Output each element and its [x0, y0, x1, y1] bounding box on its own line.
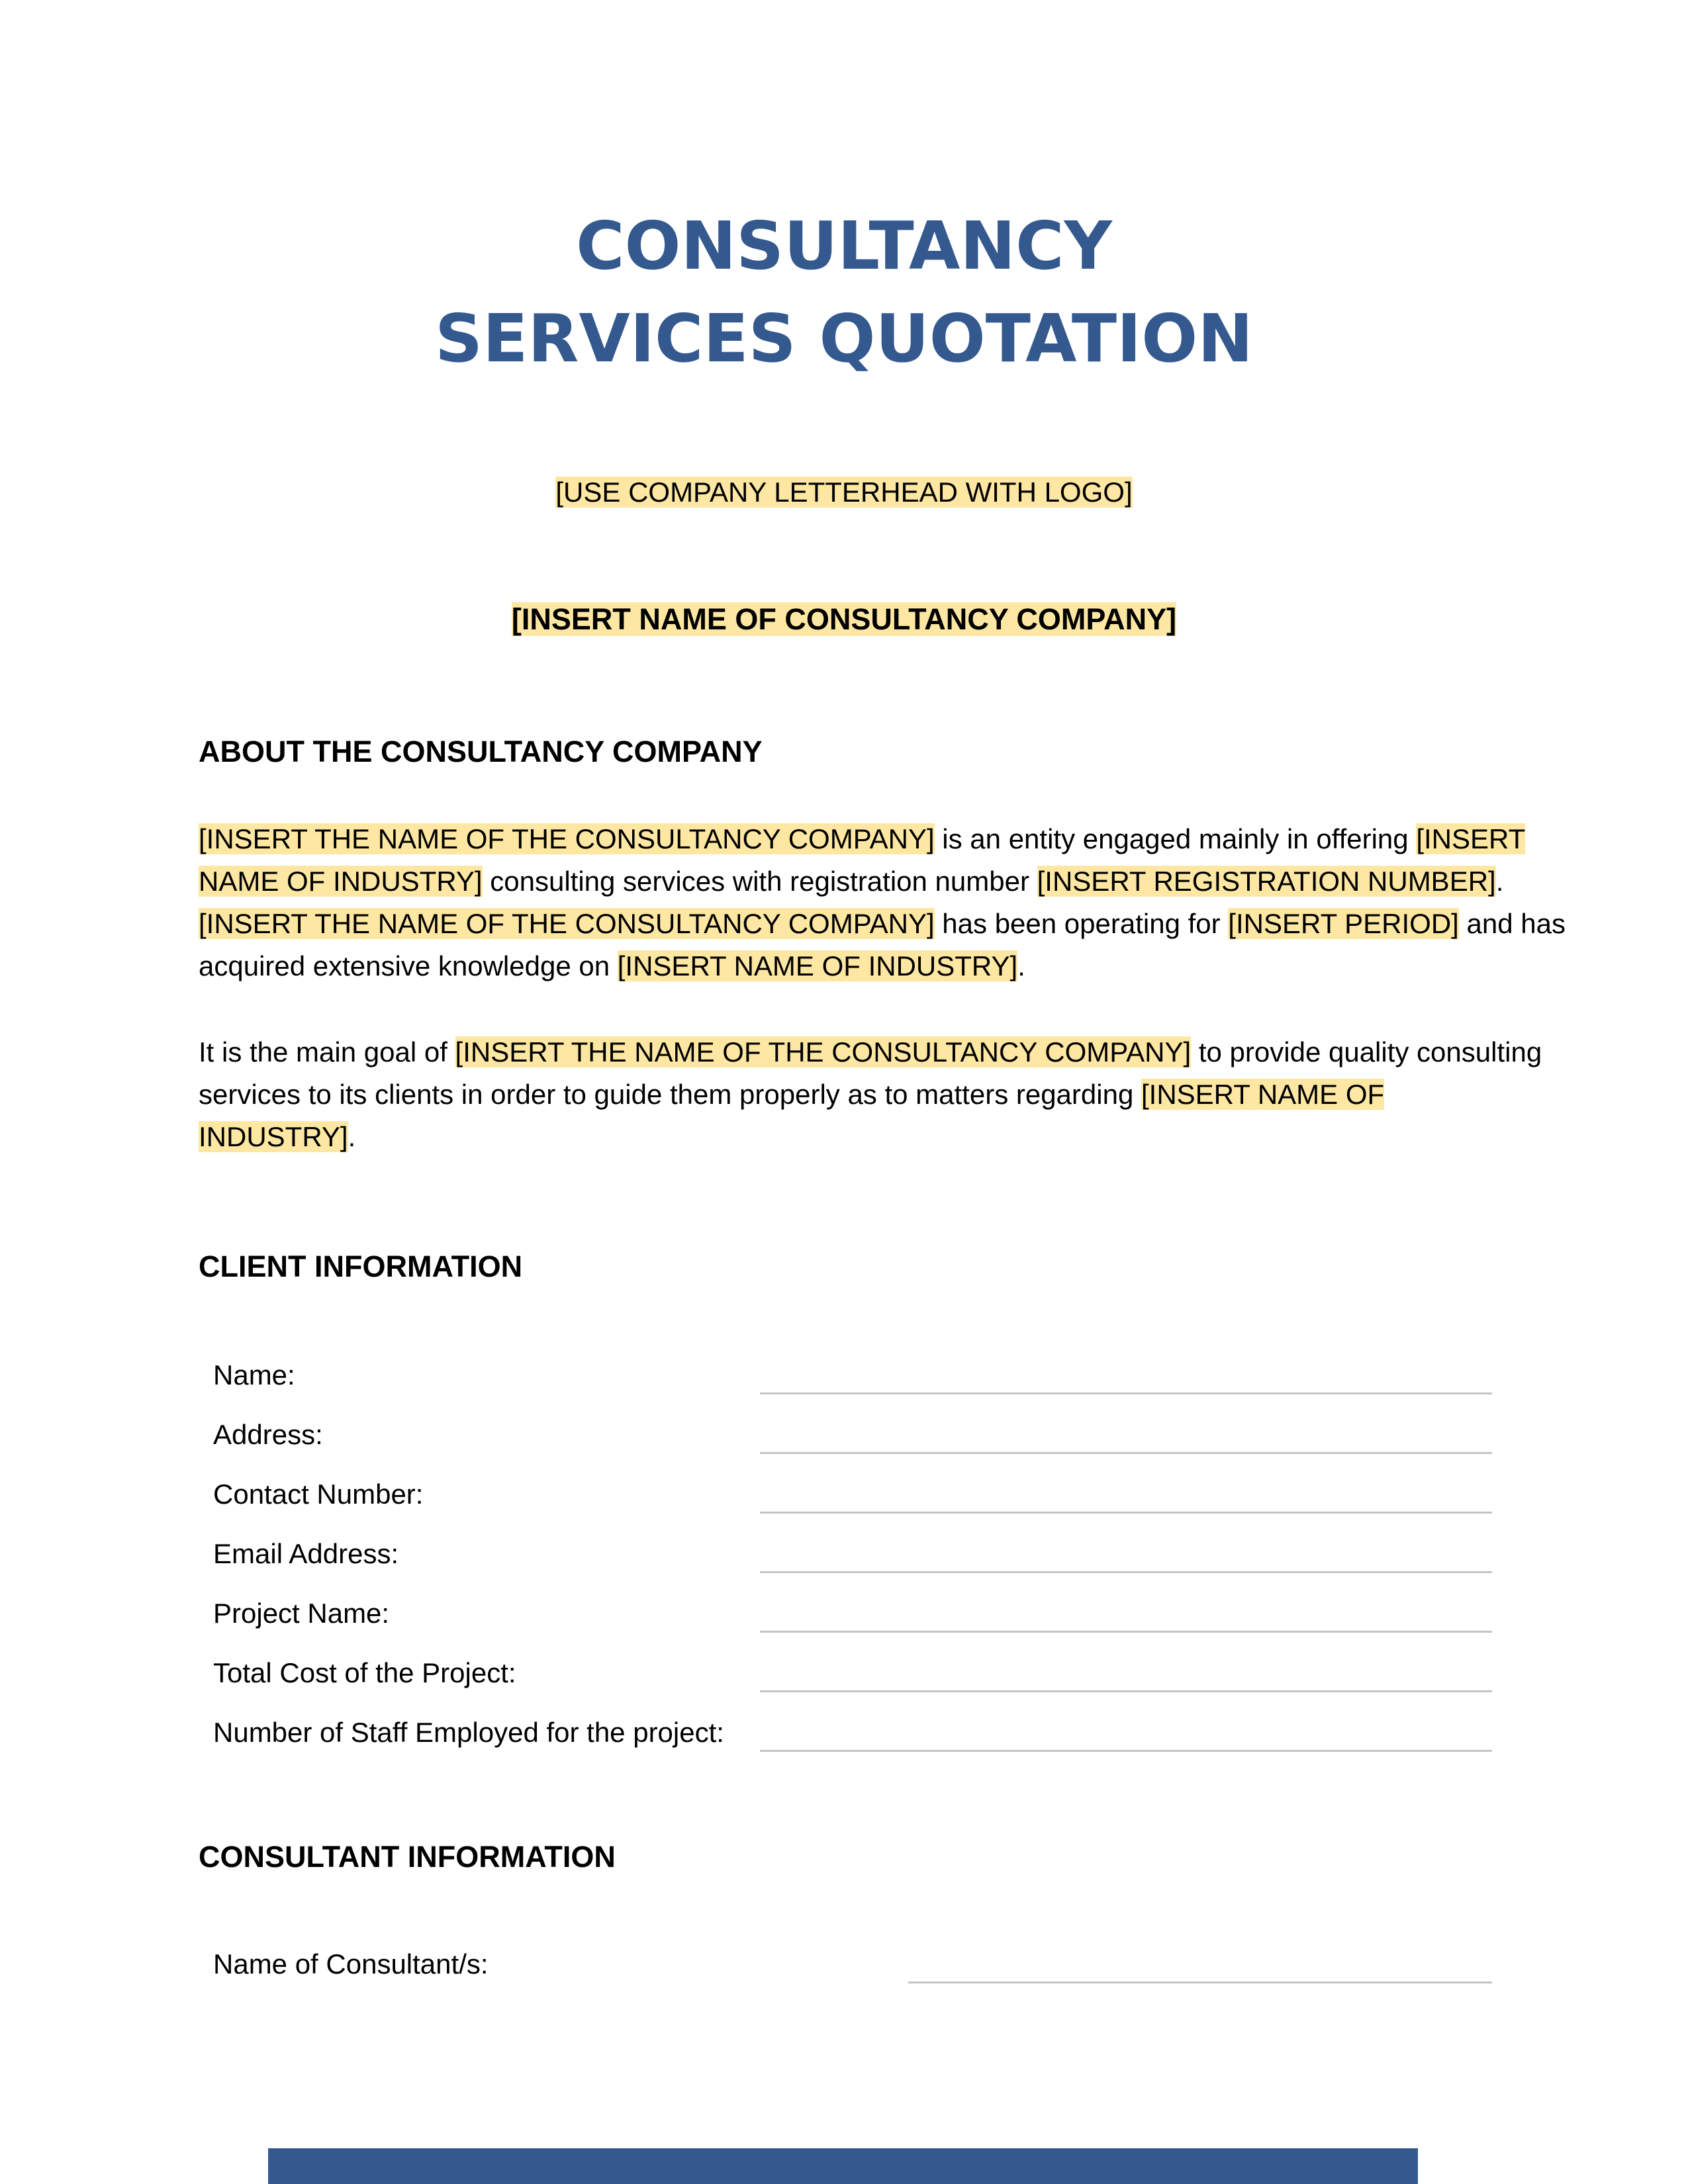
paragraph-line: [199, 945, 1496, 987]
client-field-contact-label: Contact Number:: [213, 1479, 424, 1510]
footer-bar: [268, 2148, 1418, 2184]
client-field-address-label: Address:: [213, 1419, 323, 1450]
client-field-name-line[interactable]: [760, 1392, 1492, 1394]
placeholder: NAME OF INDUSTRY]: [199, 866, 483, 897]
paragraph-line: [199, 903, 1566, 945]
text: consulting services with registration number: [482, 866, 1037, 897]
consultant-field-name-line[interactable]: [908, 1981, 1492, 1983]
consultant-field-name-label: Name of Consultant/s:: [213, 1948, 489, 1979]
paragraph-line: [199, 1073, 1496, 1116]
text: .: [348, 1121, 356, 1152]
placeholder: [INSERT NAME OF: [1141, 1079, 1385, 1110]
company-name-row: [0, 601, 1688, 638]
paragraph-line: [199, 1031, 1542, 1073]
placeholder: [INSERT REGISTRATION NUMBER]: [1037, 866, 1496, 897]
paragraph-line: [199, 860, 1504, 903]
text: has been operating for: [934, 908, 1229, 939]
client-field-total-cost-label: Total Cost of the Project:: [213, 1657, 516, 1688]
client-field-project-name-label: Project Name:: [213, 1598, 390, 1629]
text: .: [1017, 950, 1025, 981]
client-heading: CLIENT INFORMATION: [199, 1250, 523, 1283]
placeholder: [INSERT THE NAME OF THE CONSULTANCY COMPANY]: [455, 1036, 1192, 1068]
client-field-email-label: Email Address:: [213, 1538, 399, 1569]
client-field-email-line[interactable]: [760, 1571, 1492, 1573]
about-paragraph-1: [199, 818, 1566, 987]
client-field-staff-line[interactable]: [760, 1750, 1492, 1752]
text: is an entity engaged mainly in offering: [934, 823, 1417, 854]
company-name-placeholder: [INSERT NAME OF CONSULTANCY COMPANY]: [511, 602, 1177, 636]
placeholder: INDUSTRY]: [199, 1121, 348, 1152]
title-line-1: CONSULTANCY: [576, 207, 1112, 285]
text: to provide quality consulting: [1191, 1036, 1542, 1068]
about-paragraph-2: [199, 1031, 1542, 1158]
page-title: [0, 200, 1688, 385]
placeholder: [INSERT NAME OF INDUSTRY]: [617, 950, 1018, 981]
text: acquired extensive knowledge on: [199, 950, 618, 981]
client-field-total-cost-line[interactable]: [760, 1690, 1492, 1692]
placeholder: [INSERT PERIOD]: [1228, 908, 1459, 939]
placeholder: [INSERT THE NAME OF THE CONSULTANCY COMPANY]: [199, 908, 935, 939]
about-heading: ABOUT THE CONSULTANCY COMPANY: [199, 735, 763, 768]
text: It is the main goal of: [199, 1036, 455, 1068]
paragraph-line: [199, 1116, 1496, 1158]
client-field-name-label: Name:: [213, 1359, 295, 1390]
consultant-heading: CONSULTANT INFORMATION: [199, 1840, 616, 1874]
client-field-contact-line[interactable]: [760, 1512, 1492, 1514]
client-field-staff-label: Number of Staff Employed for the project:: [213, 1717, 724, 1748]
client-field-address-line[interactable]: [760, 1452, 1492, 1454]
text: services to its clients in order to guide them properly as to matters regarding: [199, 1079, 1141, 1110]
placeholder: [INSERT THE NAME OF THE CONSULTANCY COMPANY]: [199, 823, 935, 854]
placeholder: [INSERT: [1416, 823, 1526, 854]
letterhead-placeholder: [USE COMPANY LETTERHEAD WITH LOGO]: [555, 477, 1133, 508]
paragraph-line: [199, 818, 1526, 860]
letterhead-placeholder-row: [0, 474, 1688, 511]
client-field-project-name-line[interactable]: [760, 1631, 1492, 1633]
text: .: [1495, 866, 1504, 897]
text: and has: [1458, 908, 1566, 939]
title-line-2: SERVICES QUOTATION: [435, 300, 1253, 377]
